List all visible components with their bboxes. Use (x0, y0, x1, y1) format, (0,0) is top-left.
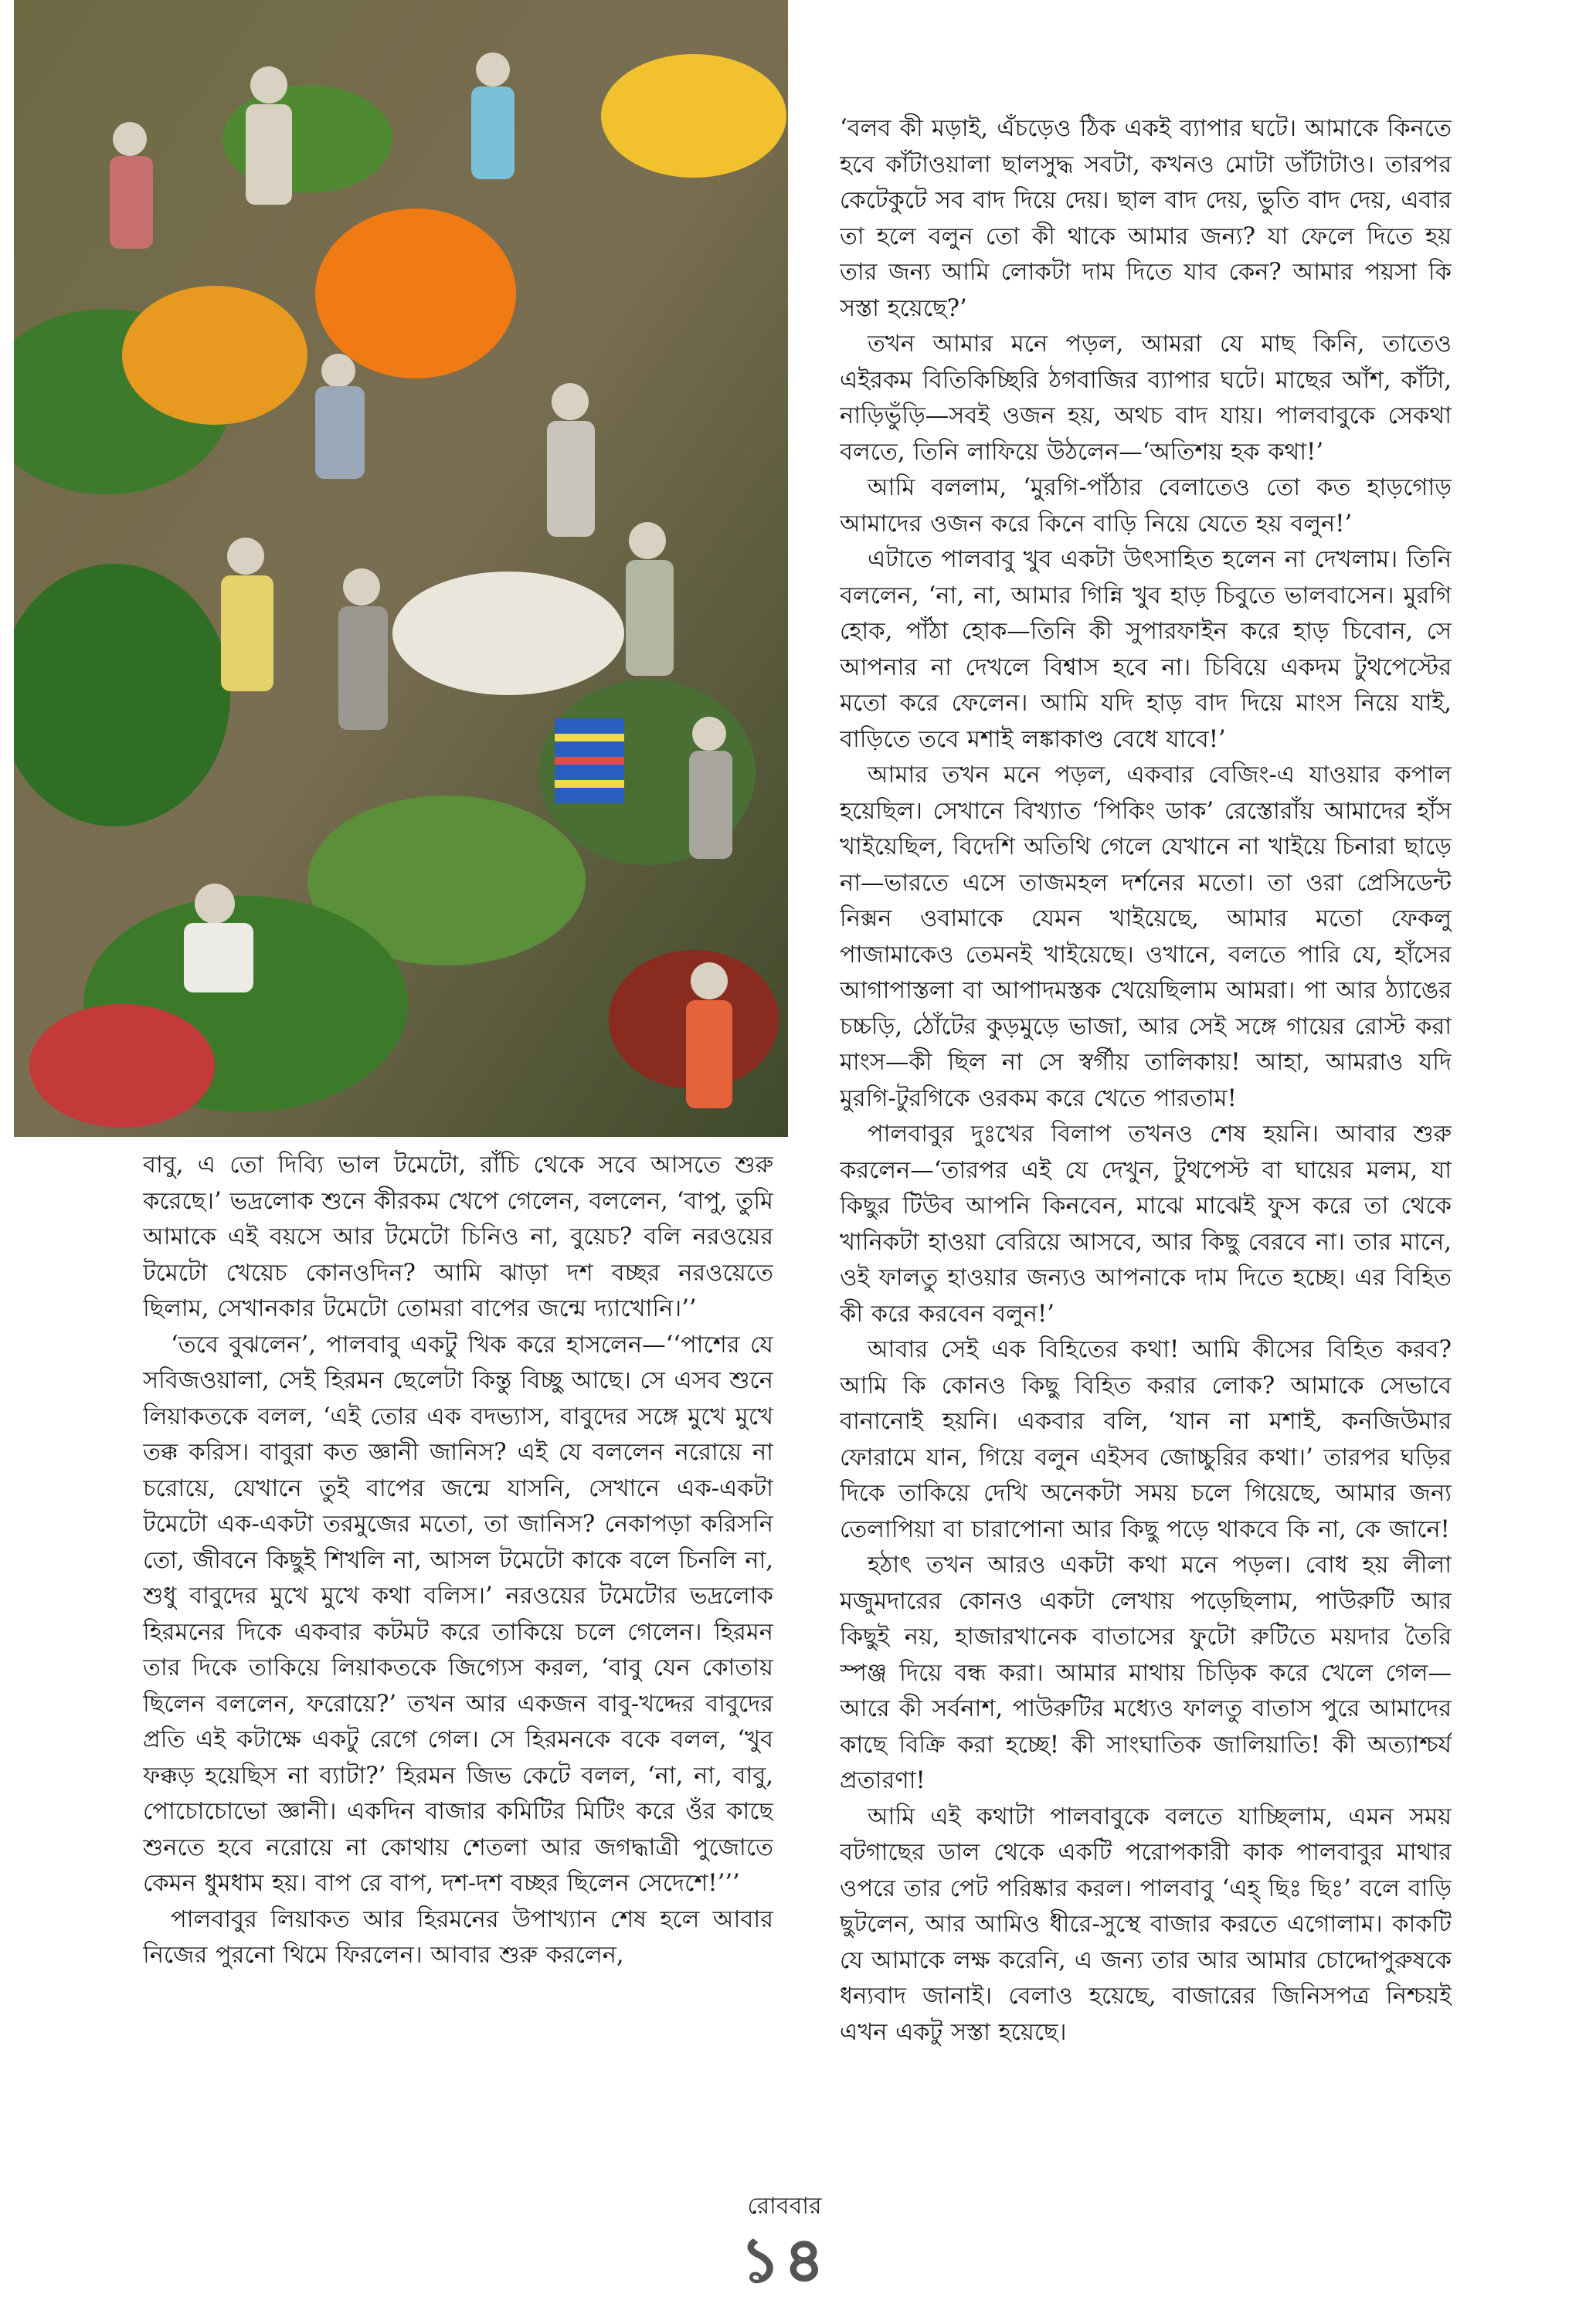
paragraph: আবার সেই এক বিহিতের কথা! আমি কীসের বিহিত করব? আমি কি কোনও কিছু বিহিত করার লোক? আমাকে সেভাবে বানানোই হয়নি। একবার বলি, ‘যান না মশাই, কনজিউমার ফোরামে যান, গিয়ে বলুন এইসব জোচ্চুরির কথা।’ তারপর ঘড়ির দিকে তাকিয়ে দেখি অনেকটা সময় চলে গিয়েছে, আমার জন্য তেলাপিয়া বা চারাপোনা আর কিছু পড়ে থাকবে কি না, কে জানে! (840, 1336, 1452, 1543)
market-photo (14, 0, 788, 1137)
paragraph: তখন আমার মনে পড়ল, আমরা যে মাছ কিনি, তাতেও এইরকম বিতিকিচ্ছিরি ঠগবাজির ব্যাপার ঘটে। মাছের আঁশ, কাঁটা, নাড়িভুঁড়ি—সবই ওজন হয়, অথচ বাদ যায়। পালবাবুকে সেকথা বলতে, তিনি লাফিয়ে উঠলেন—‘অতিশয় হক কথা!’ (840, 331, 1452, 466)
magazine-name: রোববার (747, 2193, 822, 2220)
paragraph: পালবাবুর লিয়াকত আর হিরমনের উপাখ্যান শেষ হলে আবার নিজের পুরনো থিমে ফিরলেন। আবার শুরু করলেন, (143, 1905, 773, 1969)
paragraph: এটাতে পালবাবু খুব একটা উৎসাহিত হলেন না দেখলাম। তিনি বললেন, ‘না, না, আমার গিন্নি খুব হাড় চিবুতে ভালবাসেন। মুরগি হোক, পাঁঠা হোক—তিনি কী সুপারফাইন করে হাড় চিবোন, সে আপনার না দেখলে বিশ্বাস হবে না। চিবিয়ে একদম টুথপেস্টের মতো করে ফেলেন। আমি যদি হাড় বাদ দিয়ে মাংস নিয়ে যাই, বাড়িতে তবে মশাই লঙ্কাকাণ্ড বেধে যাবে!’ (840, 546, 1452, 753)
paragraph: পালবাবুর দুঃখের বিলাপ তখনও শেষ হয়নি। আবার শুরু করলেন—‘তারপর এই যে দেখুন, টুথপেস্ট বা ঘায়ের মলম, যা কিছুর টিউব আপনি কিনবেন, মাঝে মাঝেই ফুস করে তা থেকে খানিকটা হাওয়া বেরিয়ে আসবে, আর কিছু বেরবে না। তার মানে, ওই ফালতু হাওয়ার জন্যও আপনাকে দাম দিতে হচ্ছে। এর বিহিত কী করে করবেন বলুন!’ (840, 1121, 1452, 1328)
paragraph: আমি এই কথাটা পালবাবুকে বলতে যাচ্ছিলাম, এমন সময় বটগাছের ডাল থেকে একটি পরোপকারী কাক পালবাবুর মাথার ওপরে তার পেট পরিষ্কার করল। পালবাবু ‘এহ্ ছিঃ ছিঃ’ বলে বাড়ি ছুটলেন, আর আমিও ধীরে-সুস্থে বাজার করতে এগোলাম। কাকটি যে আমাকে লক্ষ করেনি, এ জন্য তার আর আমার চোদ্দোপুরুষকে ধন্যবাদ জানাই। বেলাও হয়েছে, বাজারের জিনিসপত্র নিশ্চয়ই এখন একটু সস্তা হয়েছে। (840, 1803, 1452, 2046)
paragraph: হঠাৎ তখন আরও একটা কথা মনে পড়ল। বোধ হয় লীলা মজুমদারের কোনও একটা লেখায় পড়েছিলাম, পাউরুটি আর কিছুই নয়, হাজারখানেক বাতাসের ফুটো রুটিতে ময়দার তৈরি স্পঞ্জ দিয়ে বন্ধ করা। আমার মাথায় চিড়িক করে খেলে গেল—আরে কী সর্বনাশ, পাউরুটির মধ্যেও ফালতু বাতাস পুরে আমাদের কাছে বিক্রি করা হচ্ছে! কী সাংঘাতিক জালিয়াতি! কী অত্যাশ্চর্য প্রতারণা! (840, 1552, 1452, 1794)
page-number: ১৪ (740, 2225, 829, 2295)
article-column-left (143, 1148, 773, 2149)
paragraph: আমার তখন মনে পড়ল, একবার বেজিং-এ যাওয়ার কপাল হয়েছিল। সেখানে বিখ্যাত ‘পিকিং ডাক’ রেস্তোরাঁয় আমাদের হাঁস খাইয়েছিল, বিদেশি অতিথি গেলে যেখানে না খাইয়ে চিনারা ছাড়ে না—ভারতে এসে তাজমহল দর্শনের মতো। তা ওরা প্রেসিডেন্ট নিক্সন ওবামাকে যেমন খাইয়েছে, আমার মতো ফেকলু পাজামাকেও তেমনই খাইয়েছে। ওখানে, বলতে পারি যে, হাঁসের আগাপাস্তলা বা আপাদমস্তক খেয়েছিলাম আমরা। পা আর ঠ্যাঙের চচ্চড়ি, ঠোঁটের কুড়মুড়ে ভাজা, আর সেই সঙ্গে গায়ের রোস্ট করা মাংস—কী ছিল না সে স্বর্গীয় তালিকায়! আহা, আমরাও যদি মুরগি-টুরগিকে ওরকম করে খেতে পারতাম! (840, 762, 1452, 1112)
paragraph: ‘তবে বুঝলেন’, পালবাবু একটু খিক করে হাসলেন—‘‘পাশের যে সবিজওয়ালা, সেই হিরমন ছেলেটা কিন্তু বিচ্ছু আছে। সে এসব শুনে লিয়াকতকে বলল, ‘এই তোর এক বদভ্যাস, বাবুদের সঙ্গে মুখে মুখে তক্ক করিস। বাবুরা কত জ্ঞানী জানিস? এই যে বললেন নরোয়ে না চরোয়ে, যেখানে তুই বাপের জন্মে যাসনি, সেখানে এক-একটা টমেটো এক-একটা তরমুজের মতো, তা জানিস? নেকাপড়া করিসনি তো, জীবনে কিছুই শিখলি না, আসল টমেটো কাকে বলে চিনলি না, শুধু বাবুদের মুখে মুখে কথা বলিস।’ নরওয়ের টমেটোর ভদ্রলোক হিরমনের দিকে একবার কটমট করে তাকিয়ে চলে গেলেন। হিরমন তার দিকে তাকিয়ে লিয়াকতকে জিগ্যেস করল, ‘বাবু যেন কোতায় ছিলেন বললেন, ফরোয়ে?’ তখন আর একজন বাবু-খদ্দের বাবুদের প্রতি এই কটাক্ষে একটু রেগে গেল। সে হিরমনকে বকে বলল, ‘খুব ফক্কড় হয়েছিস না ব্যাটা?’ হিরমন জিভ কেটে বলল, ‘না, না, বাবু, পোচোচোভো জ্ঞানী। একদিন বাজার কমিটির মিটিং করে ওঁর কাছে শুনতে হবে নরোয়ে না কোথায় শেতলা আর জগদ্ধাত্রী পুজোতে কেমন ধুমধাম হয়। বাপ রে বাপ, দশ-দশ বচ্ছর ছিলেন সেদেশে!’’’ (143, 1331, 773, 1897)
paragraph: ‘বলব কী মড়াই, এঁচড়েও ঠিক একই ব্যাপার ঘটে। আমাকে কিনতে হবে কাঁটাওয়ালা ছালসুদ্ধ সবটা, কখনও মোটা ডাঁটাটাও। তারপর কেটেকুটে সব বাদ দিয়ে দেয়। ছাল বাদ দেয়, ভুতি বাদ দেয়, এবার তা হলে বলুন তো কী থাকে আমার জন্য? যা ফেলে দিতে হয় তার জন্য আমি লোকটা দাম দিতে যাব কেন? আমার পয়সা কি সস্তা হয়েছে?’ (840, 115, 1452, 322)
article-column-right (840, 111, 1452, 2150)
paragraph: বাবু, এ তো দিব্যি ভাল টমেটো, রাঁচি থেকে সবে আসতে শুরু করেছে।’ ভদ্রলোক শুনে কীরকম খেপে গেলেন, বললেন, ‘বাপু, তুমি আমাকে এই বয়সে আর টমেটো চিনিও না, বুয়েচ? বলি নরওয়ের টমেটো খেয়েচ কোনওদিন? আমি ঝাড়া দশ বচ্ছর নরওয়েতে ছিলাম, সেখানকার টমেটো তোমরা বাপের জন্মে দ্যাখোনি।’’ (143, 1152, 773, 1322)
paragraph: আমি বললাম, ‘মুরগি-পাঁঠার বেলাতেও তো কত হাড়গোড় আমাদের ওজন করে কিনে বাড়ি নিয়ে যেতে হয় বলুন!’ (840, 474, 1452, 538)
